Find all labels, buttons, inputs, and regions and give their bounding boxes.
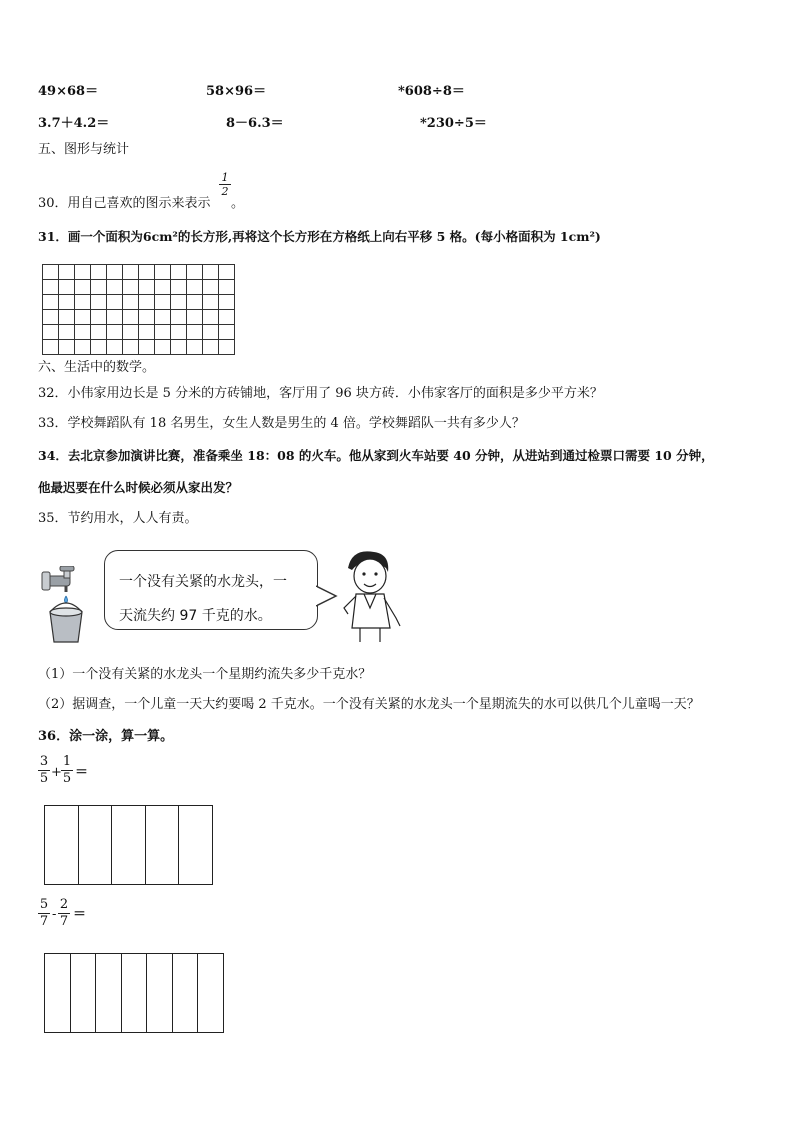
calc-6: *230÷5＝ (420, 116, 487, 131)
question-35-sub1: （1）一个没有关紧的水龙头一个星期约流失多少千克水？ (38, 667, 372, 682)
question-30 (38, 196, 211, 212)
question-34-line1: 34．去北京参加演讲比赛，准备乘坐 18：08 的火车。他从家到火车站要 40 分钟，从进站到通过检票口需要 10 分钟， (38, 448, 714, 463)
question-30-end: 。 (231, 196, 245, 211)
question-35: 35．节约用水，人人有责。 (38, 511, 198, 526)
numerator: 5 (39, 897, 49, 912)
denominator: 7 (39, 914, 49, 929)
fraction-denominator: 2 (221, 185, 229, 198)
numerator: 1 (62, 754, 72, 769)
question-34-line2: 他最迟要在什么时候必须从家出发？ (38, 480, 239, 495)
fraction-one-half (219, 172, 231, 197)
speech-bubble (104, 550, 318, 630)
bubble-line-2: 天流失约 97 千克的水。 (119, 608, 272, 624)
question-35-sub2: （2）据调查，一个儿童一天大约要喝 2 千克水。一个没有关紧的水龙头一个星期流失的水可以供几个儿童喝一天？ (38, 697, 700, 712)
section-six-title: 六、生活中的数学。 (38, 360, 156, 375)
question-36: 36．涂一涂，算一算。 (38, 729, 174, 744)
fraction-numerator: 1 (221, 171, 229, 184)
denominator: 5 (62, 771, 72, 786)
minus-sign: - (52, 907, 57, 922)
calc-3: *608÷8＝ (398, 84, 465, 99)
calc-1: 49×68＝ (38, 84, 99, 99)
fraction-three-fifths (38, 755, 50, 786)
equals-sign: ＝ (75, 765, 89, 780)
numerator: 3 (39, 754, 49, 769)
question-31: 31．画一个面积为6cm²的长方形,再将这个长方形在方格纸上向右平移 5 格。(每小格面积为 1cm²) (38, 229, 601, 244)
calc-5: 8－6.3＝ (226, 116, 284, 131)
calc-4: 3.7＋4.2＝ (38, 116, 110, 131)
question-30-text: 30．用自己喜欢的图示来表示 (38, 196, 211, 211)
bubble-line-1: 一个没有关紧的水龙头，一 (119, 574, 287, 590)
equals-sign: ＝ (73, 907, 87, 922)
fraction-five-sevenths (38, 898, 50, 929)
question-33: 33．学校舞蹈队有 18 名男生，女生人数是男生的 4 倍。学校舞蹈队一共有多少人？ (38, 416, 525, 431)
question-32: 32．小伟家用边长是 5 分米的方砖铺地，客厅用了 96 块方砖．小伟家客厅的面积是多少平方米？ (38, 386, 603, 401)
calc-2: 58×96＝ (206, 84, 267, 99)
grid-paper (42, 264, 235, 355)
fraction-bar-fifths[interactable] (44, 805, 213, 885)
fraction-bar-sevenths[interactable] (44, 953, 224, 1033)
denominator: 7 (59, 914, 69, 929)
section-five-title: 五、图形与统计 (38, 142, 130, 157)
plus-sign: + (51, 765, 62, 780)
fraction-two-sevenths (58, 898, 70, 929)
boy-figure-icon (334, 548, 406, 644)
fraction-one-fifth (61, 755, 73, 786)
numerator: 2 (59, 897, 69, 912)
denominator: 5 (39, 771, 49, 786)
faucet-bucket-icon (36, 566, 96, 650)
